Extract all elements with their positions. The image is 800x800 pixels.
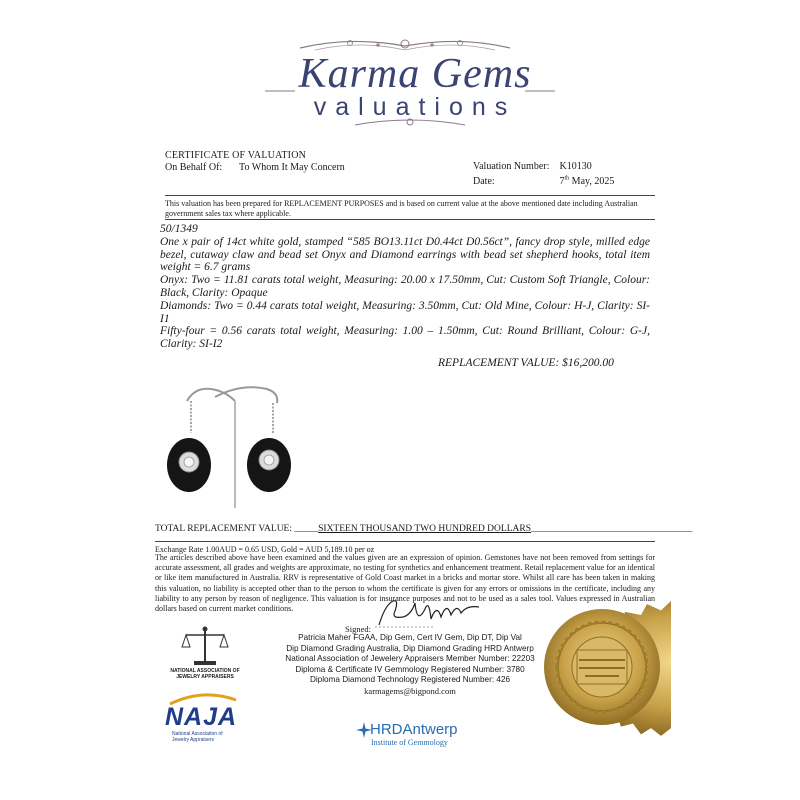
signer-line: Diploma & Certificate IV Gemmology Registered Number: 3780: [295, 664, 525, 674]
signer-line: Patricia Maher FGAA, Dip Gem, Cert IV Gem, Dip DT, Dip Val: [298, 633, 522, 642]
naja-logo: NAJA: [165, 703, 238, 731]
total-label: TOTAL REPLACEMENT VALUE:: [155, 524, 292, 534]
date-day: 7: [559, 176, 565, 188]
divider-top: [165, 195, 655, 196]
earrings-photo: [155, 383, 295, 513]
item-line: One x pair of 14ct white gold, stamped “585 BO13.11ct D0.44ct D0.56ct”, fancy drop style, milled edge bezel, cutaway claw and bead set Onyx and Diamond earrings with bead set shepherd hooks, total item weight = 6.7 grams: [160, 235, 650, 274]
purpose-statement: This valuation has been prepared for REPLACEMENT PURPOSES and is based on current value at the above mentioned date including Australian government sales tax where applicable.: [165, 199, 638, 218]
date-suffix: th: [564, 176, 570, 182]
replacement-value: REPLACEMENT VALUE: $16,200.00: [438, 357, 614, 369]
valuation-number-label: Valuation Number:: [473, 161, 550, 172]
item-ref: 50/1349: [160, 223, 198, 235]
behalf-row: [165, 162, 345, 173]
signer-line: Diploma Diamond Technology Registered Number: 426: [309, 675, 511, 684]
behalf-value: To Whom It May Concern: [239, 162, 345, 173]
signed-label: Signed:: [345, 624, 371, 634]
date-rest: May, 2025: [569, 176, 615, 188]
certificate-title: CERTIFICATE OF VALUATION: [165, 150, 307, 161]
gold-seal: [533, 598, 671, 736]
onyx-line: Onyx: Two = 11.81 carats total weight, Measuring: 20.00 x 17.50mm, Cut: Custom Soft Triangle, Colour: Black, Clarity: Opaque: [160, 274, 650, 299]
total-value: SIXTEEN THOUSAND TWO HUNDRED DOLLARS: [318, 524, 531, 534]
valuation-block: [473, 160, 614, 188]
valuation-number: K10130: [559, 161, 592, 172]
scales-logo-icon: [180, 625, 230, 667]
total-row: TOTAL REPLACEMENT VALUE: _____SIXTEEN THOUSAND TWO HUNDRED DOLLARS__________________________________: [155, 524, 693, 534]
item-description: [160, 223, 650, 351]
logo-script: Karma Gems: [298, 51, 532, 97]
signer-email: karmagems@bigpond.com: [364, 685, 456, 696]
signer-details: [285, 633, 535, 696]
signer-line: Dip Diamond Grading Australia, Dip Diamond Grading HRD Antwerp: [286, 643, 534, 653]
naav-text: NATIONAL ASSOCIATION OF JEWELRY APPRAISERS: [170, 668, 240, 680]
behalf-label: On Behalf Of:: [165, 162, 223, 173]
disclaimer: The articles described above have been examined and the values given are an expression of opinion. Gemstones have not been removed from settings for accurate assessment, all grades and weights are approximate, no testing for synthetics and enhancement treatment. Retail replacement value for an identical or like item manufactured in Australia. RRV is representative of Gold Coast market in a bricks and mortar store. Whilst all care has been taken in making this valuation, no liability is accepted other than to the person to whom the certificate is given for any errors or omissions in the certificate, including any liability to any person by reason of negligence. This valuation is for insurance purposes and not to be used as a sales tool. Values expressed in Australian dollars based on current market conditions.: [155, 553, 655, 614]
logo-word: valuations: [313, 93, 517, 121]
diamonds-line: Diamonds: Two = 0.44 carats total weight, Measuring: 3.50mm, Cut: Old Mine, Colour: H-J, Clarity: SI-I1: [160, 299, 650, 325]
signature: [375, 595, 485, 630]
hrd-logo: HRDAntwerp: [370, 721, 458, 738]
divider-bottom: [155, 541, 655, 542]
fifty-four-line: Fifty-four = 0.56 carats total weight, Measuring: 1.00 – 1.50mm, Cut: Round Brilliant, Colour: G-J, Clarity: SI-I2: [160, 325, 650, 351]
hrd-subtext: Institute of Gemmology: [371, 738, 448, 747]
signer-line: National Association of Jewelery Appraisers Member Number: 22203: [285, 654, 535, 663]
exchange-rate: Exchange Rate 1.00AUD = 0.65 USD, Gold = AUD 5,189.10 per oz: [155, 545, 375, 554]
date-value: [560, 176, 615, 187]
naja-subtext: National Association of Jewelry Appraisers: [172, 731, 223, 743]
divider-mid: [165, 219, 655, 220]
date-label: Date:: [473, 176, 495, 188]
